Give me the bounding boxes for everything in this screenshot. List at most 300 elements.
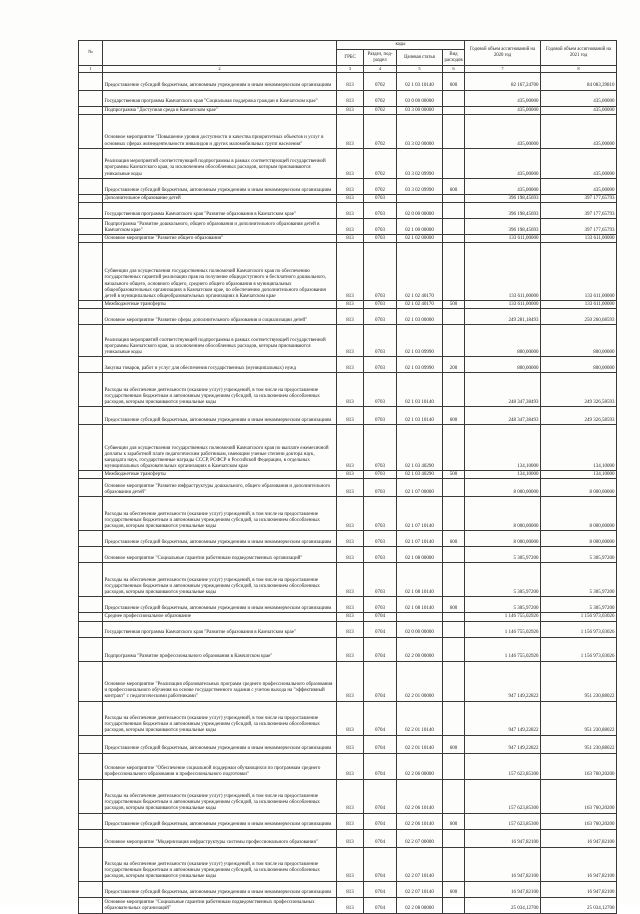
column-number: 4 [364, 66, 397, 73]
row-grbs-cell: 813 [337, 847, 364, 881]
table-body [79, 73, 617, 914]
row-razdel-cell: 0703 [364, 203, 397, 219]
row-grbs-cell: 813 [337, 479, 364, 497]
row-number-cell [79, 107, 103, 115]
row-name-cell: Реализация мероприятий соответствующей подпрограммы в рамках соответствующей государственной программы Камчатского края, за исключением обособленных расходов, которым присваиваются уникальные коды [103, 325, 337, 357]
row-razdel-cell: 0703 [364, 479, 397, 497]
table-row [79, 829, 617, 847]
row-value-2020-cell: 25 034,12700 [465, 897, 541, 913]
row-value-2021-cell: 163 760,20200 [541, 813, 617, 829]
row-number-cell [79, 735, 103, 753]
table-row [79, 309, 617, 325]
row-vid-cell [443, 497, 465, 531]
row-grbs-cell: 813 [337, 471, 364, 479]
row-name-cell: Предоставление субсидий бюджетным, автономным учреждениям и иным некоммерческим организациям [103, 597, 337, 613]
row-vid-cell [443, 219, 465, 235]
row-vid-cell: 600 [443, 73, 465, 91]
row-number-cell [79, 73, 103, 91]
row-vid-cell [443, 613, 465, 621]
row-vid-cell [443, 661, 465, 701]
row-number-cell [79, 91, 103, 107]
row-value-2021-cell: 800,00000 [541, 357, 617, 373]
row-number-cell [79, 235, 103, 243]
row-grbs-cell: 813 [337, 779, 364, 813]
row-grbs-cell: 813 [337, 897, 364, 913]
row-name-cell: Подпрограмма "Развитие профессионального образования в Камчатском крае" [103, 637, 337, 661]
row-grbs-cell: 813 [337, 91, 364, 107]
row-vid-cell: 600 [443, 735, 465, 753]
row-vid-cell [443, 563, 465, 597]
row-razdel-cell: 0703 [364, 357, 397, 373]
table-row [79, 753, 617, 779]
row-value-2021-cell: 163 760,20200 [541, 753, 617, 779]
row-name-cell: Межбюджетные трансферты [103, 301, 337, 309]
table-row [79, 115, 617, 149]
row-number-cell [79, 203, 103, 219]
row-number-cell [79, 779, 103, 813]
table-row [79, 563, 617, 597]
header-year-2020: Годовой объем ассигнований на 2020 год [465, 41, 541, 66]
row-value-2021-cell: 5 305,97200 [541, 597, 617, 613]
row-statya-cell: 02 1 08 00000 [397, 547, 443, 563]
row-name-cell: Реализация мероприятий соответствующей подпрограммы в рамках соответствующей государственной программы Камчатского края, за исключением обособленных расходов, которым присваиваются уникальные коды [103, 149, 337, 179]
row-razdel-cell: 0703 [364, 309, 397, 325]
row-value-2021-cell: 435,00000 [541, 107, 617, 115]
row-statya-cell: 02 1 03 10140 [397, 373, 443, 407]
row-number-cell [79, 479, 103, 497]
row-vid-cell: 600 [443, 531, 465, 547]
row-statya-cell: 02 1 02 00000 [397, 235, 443, 243]
row-statya-cell: 02 1 07 00000 [397, 479, 443, 497]
row-value-2020-cell: 396 198,45693 [465, 195, 541, 203]
row-razdel-cell: 0702 [364, 115, 397, 149]
row-grbs-cell: 813 [337, 301, 364, 309]
row-value-2021-cell: 951 230,88022 [541, 735, 617, 753]
row-statya-cell: 02 2 07 10140 [397, 881, 443, 897]
row-value-2021-cell: 134,10000 [541, 471, 617, 479]
row-statya-cell: 02 1 07 10140 [397, 497, 443, 531]
row-grbs-cell: 813 [337, 107, 364, 115]
row-grbs-cell: 813 [337, 179, 364, 195]
row-statya-cell: 02 1 03 40290 [397, 425, 443, 471]
row-grbs-cell: 813 [337, 881, 364, 897]
row-statya-cell: 02 1 08 10140 [397, 563, 443, 597]
row-name-cell: Среднее профессиональное образование [103, 613, 337, 621]
row-value-2020-cell: 947 149,22822 [465, 661, 541, 701]
row-value-2021-cell: 8 000,00000 [541, 497, 617, 531]
table-row [79, 149, 617, 179]
row-value-2020-cell: 16 947,82100 [465, 881, 541, 897]
table-row [79, 531, 617, 547]
row-value-2020-cell: 947 149,22822 [465, 701, 541, 735]
header-codes-group: коды [337, 41, 465, 50]
row-vid-cell [443, 847, 465, 881]
row-razdel-cell: 0704 [364, 779, 397, 813]
row-statya-cell: 02 2 08 00000 [397, 897, 443, 913]
row-name-cell: Подпрограмма "Доступная среда в Камчатском крае" [103, 107, 337, 115]
row-razdel-cell: 0702 [364, 179, 397, 195]
table-row [79, 243, 617, 301]
row-vid-cell [443, 195, 465, 203]
row-razdel-cell: 0703 [364, 325, 397, 357]
row-statya-cell [397, 613, 443, 621]
table-row [79, 179, 617, 195]
row-statya-cell: 02 2 06 00000 [397, 753, 443, 779]
row-razdel-cell: 0704 [364, 847, 397, 881]
row-value-2020-cell: 435,00000 [465, 179, 541, 195]
table-row [79, 425, 617, 471]
row-number-cell [79, 829, 103, 847]
row-grbs-cell: 813 [337, 547, 364, 563]
row-name-cell: Закупка товаров, работ и услуг для обеспечения государственных (муниципальных) нужд [103, 357, 337, 373]
row-value-2021-cell: 133 611,00000 [541, 243, 617, 301]
row-name-cell: Подпрограмма "Развитие дошкольного, общего образования и дополнительного образования детей в Камчатском крае" [103, 219, 337, 235]
row-value-2020-cell: 947 149,22822 [465, 735, 541, 753]
row-vid-cell: 600 [443, 813, 465, 829]
row-value-2020-cell: 134,10000 [465, 471, 541, 479]
row-statya-cell: 02 2 01 10140 [397, 701, 443, 735]
row-razdel-cell: 0703 [364, 531, 397, 547]
row-name-cell: Основное мероприятие "Повышение уровня доступности и качества приоритетных объектов и услуг в основных сферах жизнедеятельности инвалидов и других маломобильных групп населения" [103, 115, 337, 149]
row-razdel-cell: 0704 [364, 829, 397, 847]
row-name-cell: Предоставление субсидий бюджетным, автономным учреждениям и иным некоммерческим организациям [103, 735, 337, 753]
row-vid-cell: 600 [443, 407, 465, 425]
row-vid-cell [443, 897, 465, 913]
row-value-2021-cell: 84 083,39810 [541, 73, 617, 91]
row-number-cell [79, 219, 103, 235]
table-row [79, 195, 617, 203]
row-grbs-cell: 813 [337, 149, 364, 179]
row-razdel-cell: 0704 [364, 661, 397, 701]
row-number-cell [79, 357, 103, 373]
row-statya-cell: 02 2 07 10140 [397, 847, 443, 881]
row-statya-cell: 02 2 01 00000 [397, 661, 443, 701]
row-razdel-cell: 0703 [364, 547, 397, 563]
row-vid-cell [443, 547, 465, 563]
column-numbers-row [79, 66, 617, 73]
column-number: 6 [443, 66, 465, 73]
row-statya-cell: 02 1 03 09990 [397, 325, 443, 357]
row-razdel-cell: 0704 [364, 701, 397, 735]
column-number: 5 [397, 66, 443, 73]
row-vid-cell [443, 425, 465, 471]
header-year-2021: Годовой объем ассигнований на 2021 год [541, 41, 617, 66]
row-name-cell: Государственная программа Камчатского края "Развитие образования в Камчатском крае" [103, 621, 337, 637]
column-number: 8 [541, 66, 617, 73]
row-name-cell: Предоставление субсидий бюджетным, автономным учреждениям и иным некоммерческим организациям [103, 73, 337, 91]
row-number-cell [79, 149, 103, 179]
row-value-2021-cell: 25 034,12700 [541, 897, 617, 913]
row-value-2020-cell: 248 347,38493 [465, 407, 541, 425]
row-statya-cell: 03 3 00 00000 [397, 107, 443, 115]
row-razdel-cell: 0703 [364, 243, 397, 301]
row-razdel-cell: 0704 [364, 897, 397, 913]
table-row [79, 621, 617, 637]
row-razdel-cell: 0703 [364, 425, 397, 471]
row-value-2020-cell: 435,00000 [465, 149, 541, 179]
row-number-cell [79, 373, 103, 407]
row-razdel-cell: 0704 [364, 753, 397, 779]
row-grbs-cell: 813 [337, 531, 364, 547]
table-row [79, 219, 617, 235]
row-name-cell: Основное мероприятие "Развитие инфраструктуры дошкольного, общего образования и дополнительного образования детей" [103, 479, 337, 497]
row-name-cell: Субвенции для осуществления государственных полномочий Камчатского края по обеспечению государственных гарантий реализации прав на получение общедоступного и бесплатного дошкольного, начального общего, основного общего, среднего общего образования в муниципальных общеобразовательных организациях в Камчатском крае, по обеспечению дополнительного образования детей в муниципальных общеобразовательных организациях в Камчатском крае [103, 243, 337, 301]
row-value-2021-cell: 8 000,00000 [541, 479, 617, 497]
row-razdel-cell: 0704 [364, 735, 397, 753]
row-vid-cell [443, 325, 465, 357]
row-value-2020-cell: 133 611,00000 [465, 235, 541, 243]
row-statya-cell: 02 2 00 00000 [397, 637, 443, 661]
table-row [79, 107, 617, 115]
row-value-2020-cell: 248 347,38493 [465, 373, 541, 407]
row-vid-cell: 600 [443, 881, 465, 897]
row-name-cell: Дополнительное образование детей [103, 195, 337, 203]
row-value-2021-cell: 250 260,68593 [541, 309, 617, 325]
row-grbs-cell: 813 [337, 613, 364, 621]
row-statya-cell: 02 1 03 40290 [397, 471, 443, 479]
row-grbs-cell: 813 [337, 661, 364, 701]
row-vid-cell: 200 [443, 357, 465, 373]
row-grbs-cell: 813 [337, 373, 364, 407]
table-row [79, 301, 617, 309]
row-grbs-cell: 813 [337, 325, 364, 357]
row-value-2020-cell: 16 947,82100 [465, 829, 541, 847]
row-name-cell: Расходы на обеспечение деятельности (оказание услуг) учреждений, в том числе на предоставление государственным бюджетным и автономным учреждениям субсидий, за исключением обособленных расходов, которым присваиваются уникальные коды [103, 497, 337, 531]
row-number-cell [79, 309, 103, 325]
row-number-cell [79, 115, 103, 149]
row-statya-cell: 02 1 00 00000 [397, 219, 443, 235]
row-grbs-cell: 813 [337, 563, 364, 597]
row-value-2021-cell: 435,00000 [541, 179, 617, 195]
table-row [79, 373, 617, 407]
row-vid-cell: 500 [443, 471, 465, 479]
row-razdel-cell: 0703 [364, 235, 397, 243]
row-value-2021-cell: 133 611,00000 [541, 301, 617, 309]
table-row [79, 357, 617, 373]
row-razdel-cell: 0704 [364, 621, 397, 637]
row-vid-cell: 500 [443, 301, 465, 309]
row-razdel-cell: 0704 [364, 613, 397, 621]
row-vid-cell [443, 701, 465, 735]
row-value-2021-cell: 249 326,58593 [541, 407, 617, 425]
row-name-cell: Расходы на обеспечение деятельности (оказание услуг) учреждений, в том числе на предоставление государственным бюджетным и автономным учреждениям субсидий, за исключением обособленных расходов, которым присваиваются уникальные коды [103, 847, 337, 881]
row-statya-cell: 02 1 02 40170 [397, 301, 443, 309]
row-value-2020-cell: 157 623,85300 [465, 753, 541, 779]
row-value-2020-cell: 396 198,45693 [465, 203, 541, 219]
row-razdel-cell: 0702 [364, 91, 397, 107]
table-row [79, 407, 617, 425]
row-vid-cell [443, 829, 465, 847]
row-statya-cell: 02 1 03 10140 [397, 73, 443, 91]
table-row [79, 203, 617, 219]
row-name-cell: Государственная программа Камчатского края "Развитие образования в Камчатском крае" [103, 203, 337, 219]
row-number-cell [79, 753, 103, 779]
row-vid-cell [443, 621, 465, 637]
row-grbs-cell: 813 [337, 309, 364, 325]
row-number-cell [79, 531, 103, 547]
row-name-cell: Основное мероприятие "Обеспечение социальной поддержки обучающихся по программам среднего профессионального образования и профессионального подготовки" [103, 753, 337, 779]
column-number: 1 [79, 66, 103, 73]
table-row [79, 479, 617, 497]
row-value-2020-cell: 157 623,85300 [465, 779, 541, 813]
row-number-cell [79, 701, 103, 735]
row-value-2020-cell: 396 198,45693 [465, 219, 541, 235]
row-razdel-cell: 0703 [364, 563, 397, 597]
row-value-2020-cell: 5 305,97200 [465, 563, 541, 597]
row-name-cell: Предоставление субсидий бюджетным, автономным учреждениям и иным некоммерческим организациям [103, 179, 337, 195]
row-value-2021-cell: 951 230,88022 [541, 661, 617, 701]
row-value-2021-cell: 249 326,58593 [541, 373, 617, 407]
header-grbs: ГРБС [337, 50, 364, 66]
row-name-cell: Основное мероприятие "Развитие сферы дополнительного образования и социализации детей" [103, 309, 337, 325]
row-razdel-cell: 0704 [364, 637, 397, 661]
row-name-cell: Предоставление субсидий бюджетным, автономным учреждениям и иным некоммерческим организациям [103, 813, 337, 829]
row-value-2020-cell: 435,00000 [465, 107, 541, 115]
row-value-2021-cell: 435,00000 [541, 91, 617, 107]
table-row [79, 735, 617, 753]
row-statya-cell: 03 3 02 09990 [397, 179, 443, 195]
row-razdel-cell: 0703 [364, 407, 397, 425]
column-number: 2 [103, 66, 337, 73]
row-grbs-cell: 813 [337, 407, 364, 425]
row-vid-cell [443, 243, 465, 301]
row-value-2021-cell: 16 947,82100 [541, 829, 617, 847]
row-razdel-cell: 0704 [364, 881, 397, 897]
table-row [79, 235, 617, 243]
row-value-2020-cell: 435,00000 [465, 115, 541, 149]
row-grbs-cell: 813 [337, 753, 364, 779]
row-number-cell [79, 243, 103, 301]
table-row [79, 779, 617, 813]
row-value-2021-cell: 8 000,00000 [541, 531, 617, 547]
row-vid-cell [443, 115, 465, 149]
row-name-cell: Предоставление субсидий бюджетным, автономным учреждениям и иным некоммерческим организациям [103, 407, 337, 425]
row-number-cell [79, 897, 103, 913]
row-name-cell: Межбюджетные трансферты [103, 471, 337, 479]
row-value-2021-cell: 5 305,97200 [541, 547, 617, 563]
header-vid: Вид расходов [443, 50, 465, 66]
row-value-2021-cell: 16 947,82100 [541, 881, 617, 897]
row-grbs-cell: 813 [337, 701, 364, 735]
row-vid-cell [443, 479, 465, 497]
row-statya-cell: 02 1 03 10140 [397, 407, 443, 425]
table-row [79, 613, 617, 621]
row-value-2021-cell: 1 156 973,03026 [541, 621, 617, 637]
row-statya-cell: 03 0 00 00000 [397, 91, 443, 107]
row-number-cell [79, 563, 103, 597]
row-grbs-cell: 813 [337, 637, 364, 661]
row-name-cell: Основное мероприятие "Социальные гарантии работникам подведомственных организаций" [103, 547, 337, 563]
row-statya-cell [397, 195, 443, 203]
row-number-cell [79, 497, 103, 531]
row-razdel-cell: 0703 [364, 195, 397, 203]
row-value-2021-cell: 951 230,88022 [541, 701, 617, 735]
row-value-2021-cell: 5 305,97200 [541, 563, 617, 597]
row-grbs-cell: 813 [337, 243, 364, 301]
row-statya-cell: 03 3 02 00000 [397, 115, 443, 149]
row-value-2021-cell: 133 611,00000 [541, 235, 617, 243]
row-value-2020-cell: 157 623,85300 [465, 813, 541, 829]
column-number: 3 [337, 66, 364, 73]
row-vid-cell [443, 91, 465, 107]
row-value-2021-cell: 163 760,20200 [541, 779, 617, 813]
header-razdel: Раздел, под-раздел [364, 50, 397, 66]
row-value-2020-cell: 8 000,00000 [465, 531, 541, 547]
row-value-2020-cell: 133 611,00000 [465, 301, 541, 309]
row-value-2021-cell: 134,10000 [541, 425, 617, 471]
table-row [79, 497, 617, 531]
row-statya-cell: 02 1 03 09990 [397, 357, 443, 373]
column-number: 7 [465, 66, 541, 73]
row-number-cell [79, 301, 103, 309]
table-row [79, 881, 617, 897]
row-number-cell [79, 425, 103, 471]
row-name-cell: Расходы на обеспечение деятельности (оказание услуг) учреждений, в том числе на предоставление государственным бюджетным и автономным учреждениям субсидий, за исключением обособленных расходов, которым присваиваются уникальные коды [103, 373, 337, 407]
row-vid-cell [443, 235, 465, 243]
row-value-2020-cell: 800,00000 [465, 325, 541, 357]
budget-table [78, 40, 617, 914]
row-grbs-cell: 813 [337, 497, 364, 531]
row-statya-cell: 02 2 06 10140 [397, 779, 443, 813]
row-statya-cell: 02 0 00 00000 [397, 621, 443, 637]
row-number-cell [79, 621, 103, 637]
row-statya-cell: 02 1 08 10140 [397, 597, 443, 613]
row-number-cell [79, 195, 103, 203]
row-razdel-cell: 0702 [364, 149, 397, 179]
row-grbs-cell: 813 [337, 735, 364, 753]
row-grbs-cell: 813 [337, 195, 364, 203]
row-number-cell [79, 325, 103, 357]
row-name-cell: Основное мероприятие "Социальные гарантии работникам подведомственных профессиональных образовательных организаций" [103, 897, 337, 913]
row-value-2020-cell: 435,00000 [465, 91, 541, 107]
row-grbs-cell: 813 [337, 813, 364, 829]
header-number: № [79, 41, 103, 66]
row-vid-cell: 600 [443, 179, 465, 195]
row-value-2020-cell: 82 167,24700 [465, 73, 541, 91]
row-name-cell: Субвенции для осуществления государственных полномочий Камчатского края по выплате ежемесячной доплаты к заработной плате педагогическим работникам, имеющим ученые степени доктора наук, кандидата наук, государственные награды СССР, РСФСР и Российской Федерации, в отдельных муниципальных образовательных организациях в Камчатском крае [103, 425, 337, 471]
row-value-2020-cell: 800,00000 [465, 357, 541, 373]
row-razdel-cell: 0703 [364, 219, 397, 235]
row-name-cell: Основное мероприятие "Модернизация инфраструктуры системы профессионального образования" [103, 829, 337, 847]
row-razdel-cell: 0703 [364, 497, 397, 531]
row-number-cell [79, 847, 103, 881]
row-razdel-cell: 0703 [364, 301, 397, 309]
row-name-cell: Расходы на обеспечение деятельности (оказание услуг) учреждений, в том числе на предоставление государственным бюджетным и автономным учреждениям субсидий, за исключением обособленных расходов, которым присваиваются уникальные коды [103, 779, 337, 813]
row-razdel-cell: 0703 [364, 597, 397, 613]
row-grbs-cell: 813 [337, 203, 364, 219]
row-name-cell: Расходы на обеспечение деятельности (оказание услуг) учреждений, в том числе на предоставление государственным бюджетным и автономным учреждениям субсидий, за исключением обособленных расходов, которым присваиваются уникальные коды [103, 701, 337, 735]
table-row [79, 847, 617, 881]
row-statya-cell: 02 1 03 00000 [397, 309, 443, 325]
row-name-cell: Основное мероприятие "Реализация образовательных программ среднего профессионального образования и профессионального обучения на основе государственного задания с учетом выхода на "эффективный контракт" с педагогическими работниками" [103, 661, 337, 701]
row-value-2020-cell: 8 000,00000 [465, 479, 541, 497]
table-row [79, 597, 617, 613]
row-number-cell [79, 407, 103, 425]
row-value-2021-cell: 1 156 973,03026 [541, 637, 617, 661]
row-name-cell: Предоставление субсидий бюджетным, автономным учреждениям и иным некоммерческим организациям [103, 531, 337, 547]
row-statya-cell: 02 1 07 10140 [397, 531, 443, 547]
row-grbs-cell: 813 [337, 219, 364, 235]
row-grbs-cell: 813 [337, 115, 364, 149]
row-grbs-cell: 813 [337, 357, 364, 373]
table-row [79, 471, 617, 479]
row-value-2020-cell: 16 947,82100 [465, 847, 541, 881]
row-grbs-cell: 813 [337, 73, 364, 91]
row-value-2021-cell: 800,00000 [541, 325, 617, 357]
row-number-cell [79, 881, 103, 897]
row-value-2020-cell: 1 146 755,02926 [465, 637, 541, 661]
row-grbs-cell: 813 [337, 425, 364, 471]
